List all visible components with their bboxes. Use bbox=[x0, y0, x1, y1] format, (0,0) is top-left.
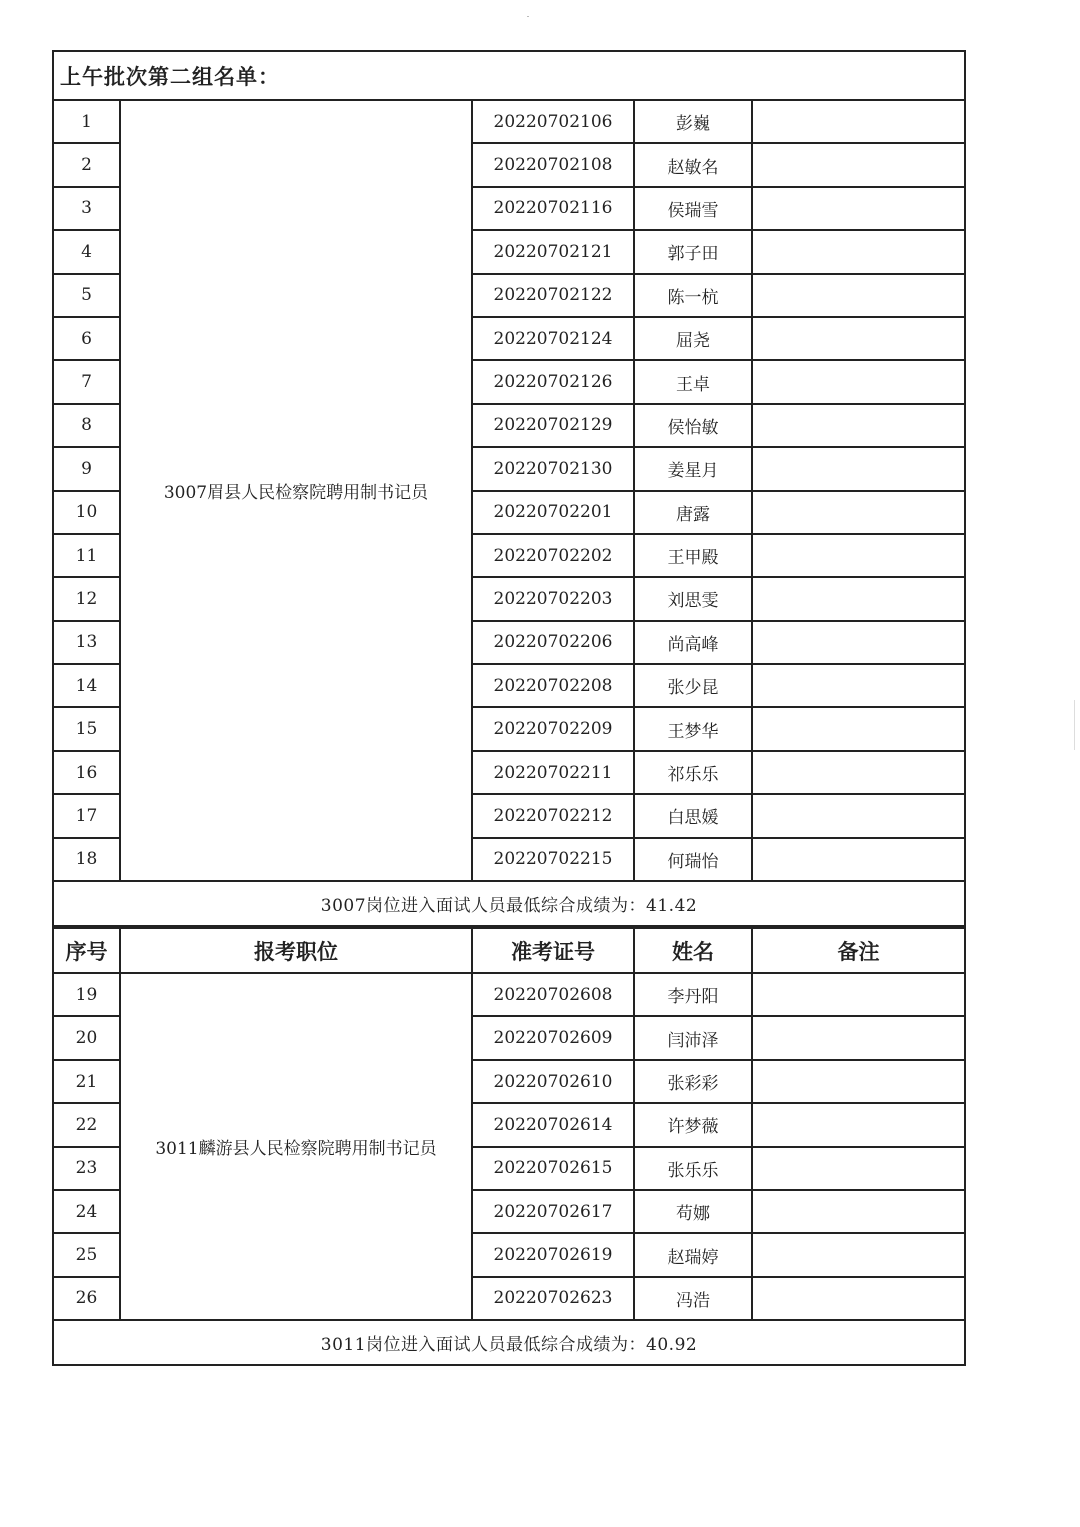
ticket-cell: 20220702122 bbox=[472, 274, 634, 317]
ticket-cell: 20220702108 bbox=[472, 143, 634, 186]
scan-mark bbox=[1074, 700, 1075, 750]
seq-cell: 17 bbox=[54, 794, 120, 837]
section1-body bbox=[54, 101, 964, 926]
ticket-cell: 20220702124 bbox=[472, 317, 634, 360]
seq-cell: 15 bbox=[54, 707, 120, 750]
ticket-cell: 20220702106 bbox=[472, 101, 634, 143]
seq-cell: 24 bbox=[54, 1190, 120, 1233]
ticket-cell: 20220702615 bbox=[472, 1147, 634, 1190]
summary-row bbox=[54, 881, 964, 926]
name-cell: 彭巍 bbox=[634, 101, 752, 143]
scan-mark bbox=[527, 16, 529, 17]
seq-cell: 7 bbox=[54, 360, 120, 403]
seq-cell: 20 bbox=[54, 1016, 120, 1059]
summary-row bbox=[54, 1320, 964, 1364]
remark-cell bbox=[752, 621, 964, 664]
name-cell: 张彩彩 bbox=[634, 1060, 752, 1103]
name-cell: 王梦华 bbox=[634, 707, 752, 750]
remark-cell bbox=[752, 143, 964, 186]
seq-cell: 16 bbox=[54, 751, 120, 794]
ticket-cell: 20220702610 bbox=[472, 1060, 634, 1103]
name-cell: 冯浩 bbox=[634, 1277, 752, 1320]
seq-cell: 5 bbox=[54, 274, 120, 317]
remark-cell bbox=[752, 751, 964, 794]
section1-table bbox=[54, 101, 964, 927]
section2-table bbox=[54, 927, 964, 1364]
name-cell: 姜星月 bbox=[634, 447, 752, 490]
header-remark: 备注 bbox=[752, 928, 964, 973]
ticket-cell: 20220702206 bbox=[472, 621, 634, 664]
seq-cell: 8 bbox=[54, 404, 120, 447]
name-cell: 张乐乐 bbox=[634, 1147, 752, 1190]
seq-cell: 12 bbox=[54, 577, 120, 620]
results-sheet bbox=[52, 50, 966, 1366]
name-cell: 刘思雯 bbox=[634, 577, 752, 620]
seq-cell: 22 bbox=[54, 1103, 120, 1146]
name-cell: 陈一杭 bbox=[634, 274, 752, 317]
ticket-cell: 20220702203 bbox=[472, 577, 634, 620]
ticket-cell: 20220702609 bbox=[472, 1016, 634, 1059]
min-score-summary: 3011岗位进入面试人员最低综合成绩为：40.92 bbox=[54, 1320, 964, 1364]
name-cell: 何瑞怡 bbox=[634, 838, 752, 881]
remark-cell bbox=[752, 447, 964, 490]
ticket-cell: 20220702129 bbox=[472, 404, 634, 447]
remark-cell bbox=[752, 187, 964, 230]
remark-cell bbox=[752, 1016, 964, 1059]
ticket-cell: 20220702619 bbox=[472, 1233, 634, 1276]
name-cell: 王甲殿 bbox=[634, 534, 752, 577]
name-cell: 祁乐乐 bbox=[634, 751, 752, 794]
seq-cell: 21 bbox=[54, 1060, 120, 1103]
seq-cell: 11 bbox=[54, 534, 120, 577]
ticket-cell: 20220702116 bbox=[472, 187, 634, 230]
ticket-cell: 20220702202 bbox=[472, 534, 634, 577]
seq-cell: 3 bbox=[54, 187, 120, 230]
seq-cell: 1 bbox=[54, 101, 120, 143]
name-cell: 白思媛 bbox=[634, 794, 752, 837]
ticket-cell: 20220702201 bbox=[472, 491, 634, 534]
remark-cell bbox=[752, 794, 964, 837]
remark-cell bbox=[752, 230, 964, 273]
group-title: 上午批次第二组名单： bbox=[54, 52, 964, 101]
ticket-cell: 20220702126 bbox=[472, 360, 634, 403]
section2-body bbox=[54, 973, 964, 1364]
ticket-cell: 20220702130 bbox=[472, 447, 634, 490]
name-cell: 侯怡敏 bbox=[634, 404, 752, 447]
remark-cell bbox=[752, 491, 964, 534]
header-row bbox=[54, 928, 964, 973]
remark-cell bbox=[752, 404, 964, 447]
remark-cell bbox=[752, 577, 964, 620]
min-score-summary: 3007岗位进入面试人员最低综合成绩为：41.42 bbox=[54, 881, 964, 926]
header-ticket: 准考证号 bbox=[472, 928, 634, 973]
header-name: 姓名 bbox=[634, 928, 752, 973]
remark-cell bbox=[752, 101, 964, 143]
remark-cell bbox=[752, 274, 964, 317]
name-cell: 张少昆 bbox=[634, 664, 752, 707]
name-cell: 唐露 bbox=[634, 491, 752, 534]
ticket-cell: 20220702617 bbox=[472, 1190, 634, 1233]
remark-cell bbox=[752, 317, 964, 360]
remark-cell bbox=[752, 1277, 964, 1320]
remark-cell bbox=[752, 534, 964, 577]
seq-cell: 23 bbox=[54, 1147, 120, 1190]
remark-cell bbox=[752, 707, 964, 750]
remark-cell bbox=[752, 1103, 964, 1146]
seq-cell: 9 bbox=[54, 447, 120, 490]
remark-cell bbox=[752, 838, 964, 881]
seq-cell: 26 bbox=[54, 1277, 120, 1320]
remark-cell bbox=[752, 1233, 964, 1276]
remark-cell bbox=[752, 664, 964, 707]
ticket-cell: 20220702212 bbox=[472, 794, 634, 837]
remark-cell bbox=[752, 1190, 964, 1233]
remark-cell bbox=[752, 360, 964, 403]
remark-cell bbox=[752, 973, 964, 1016]
seq-cell: 4 bbox=[54, 230, 120, 273]
ticket-cell: 20220702608 bbox=[472, 973, 634, 1016]
seq-cell: 2 bbox=[54, 143, 120, 186]
seq-cell: 6 bbox=[54, 317, 120, 360]
seq-cell: 19 bbox=[54, 973, 120, 1016]
table-row bbox=[54, 101, 964, 143]
name-cell: 赵瑞婷 bbox=[634, 1233, 752, 1276]
seq-cell: 18 bbox=[54, 838, 120, 881]
seq-cell: 10 bbox=[54, 491, 120, 534]
name-cell: 闫沛泽 bbox=[634, 1016, 752, 1059]
remark-cell bbox=[752, 1060, 964, 1103]
name-cell: 屈尧 bbox=[634, 317, 752, 360]
table-row bbox=[54, 973, 964, 1016]
name-cell: 许梦薇 bbox=[634, 1103, 752, 1146]
name-cell: 赵敏名 bbox=[634, 143, 752, 186]
position-cell: 3011麟游县人民检察院聘用制书记员 bbox=[120, 973, 472, 1320]
name-cell: 王卓 bbox=[634, 360, 752, 403]
name-cell: 尚高峰 bbox=[634, 621, 752, 664]
header-position: 报考职位 bbox=[120, 928, 472, 973]
seq-cell: 25 bbox=[54, 1233, 120, 1276]
ticket-cell: 20220702121 bbox=[472, 230, 634, 273]
ticket-cell: 20220702215 bbox=[472, 838, 634, 881]
seq-cell: 14 bbox=[54, 664, 120, 707]
ticket-cell: 20220702209 bbox=[472, 707, 634, 750]
name-cell: 苟娜 bbox=[634, 1190, 752, 1233]
ticket-cell: 20220702208 bbox=[472, 664, 634, 707]
position-cell: 3007眉县人民检察院聘用制书记员 bbox=[120, 101, 472, 881]
name-cell: 郭子田 bbox=[634, 230, 752, 273]
header-seq: 序号 bbox=[54, 928, 120, 973]
remark-cell bbox=[752, 1147, 964, 1190]
name-cell: 侯瑞雪 bbox=[634, 187, 752, 230]
ticket-cell: 20220702623 bbox=[472, 1277, 634, 1320]
seq-cell: 13 bbox=[54, 621, 120, 664]
name-cell: 李丹阳 bbox=[634, 973, 752, 1016]
ticket-cell: 20220702211 bbox=[472, 751, 634, 794]
ticket-cell: 20220702614 bbox=[472, 1103, 634, 1146]
